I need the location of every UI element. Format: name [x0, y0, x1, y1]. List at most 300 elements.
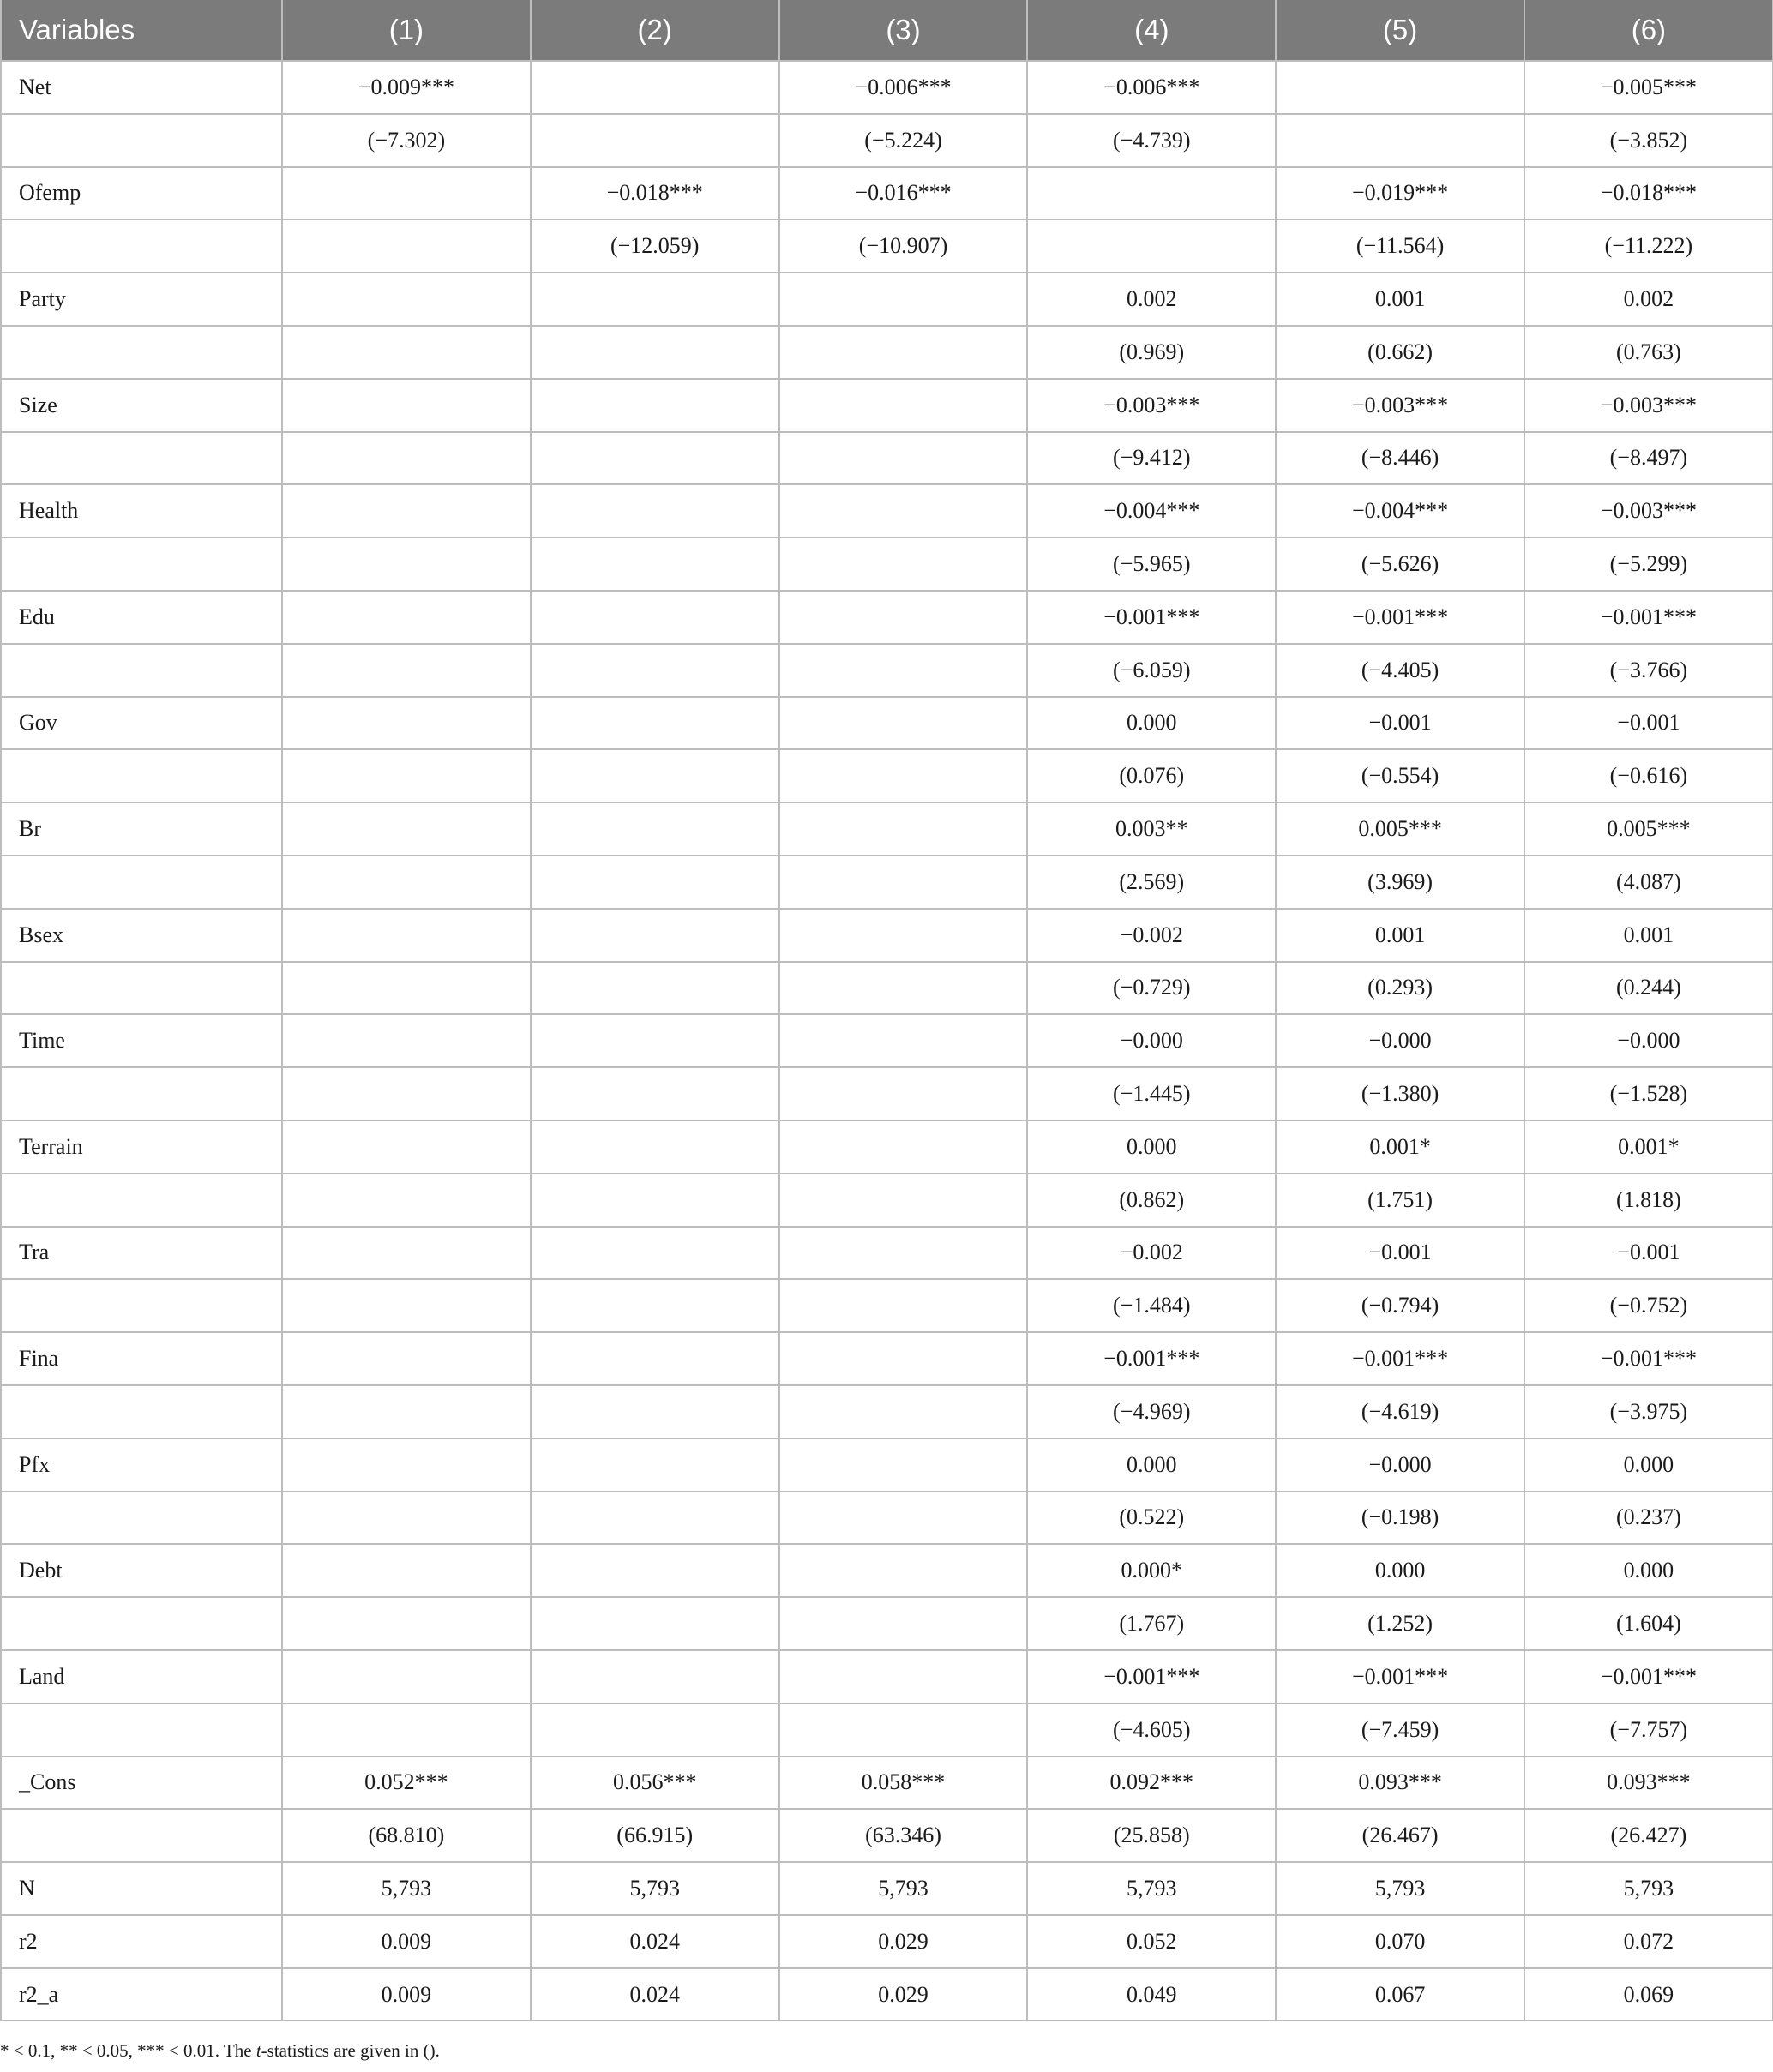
value-cell-model-3: 5,793	[779, 1862, 1028, 1915]
value-cell-model-4: 0.002	[1027, 273, 1276, 326]
table-row-tstat	[1, 219, 1773, 273]
variable-name-cell	[1, 1809, 282, 1862]
value-cell-model-3	[779, 909, 1028, 962]
value-cell-model-4: (0.862)	[1027, 1174, 1276, 1227]
value-cell-model-6: 0.005***	[1524, 802, 1773, 856]
value-cell-model-6: (−0.616)	[1524, 749, 1773, 802]
value-cell-model-4: 0.003**	[1027, 802, 1276, 856]
value-cell-model-5: (0.293)	[1276, 962, 1524, 1015]
value-cell-model-3: (−5.224)	[779, 114, 1028, 167]
variable-name-cell	[1, 1067, 282, 1120]
value-cell-model-5: −0.001	[1276, 1227, 1524, 1280]
value-cell-model-2	[531, 379, 779, 432]
value-cell-model-5: (−8.446)	[1276, 432, 1524, 485]
table-row-coefficient	[1, 1438, 1773, 1492]
value-cell-model-5: −0.019***	[1276, 167, 1524, 220]
value-cell-model-5	[1276, 114, 1524, 167]
value-cell-model-4: (−0.729)	[1027, 962, 1276, 1015]
header-cell-model-2: (2)	[531, 0, 779, 61]
value-cell-model-5: −0.001***	[1276, 1332, 1524, 1385]
value-cell-model-3	[779, 432, 1028, 485]
value-cell-model-2: (66.915)	[531, 1809, 779, 1862]
variable-name-cell: Debt	[1, 1544, 282, 1597]
value-cell-model-5: 0.001*	[1276, 1120, 1524, 1174]
variable-name-cell: r2	[1, 1915, 282, 1968]
value-cell-model-4: (0.969)	[1027, 326, 1276, 379]
value-cell-model-2	[531, 326, 779, 379]
value-cell-model-3	[779, 379, 1028, 432]
table-row-coefficient	[1, 1544, 1773, 1597]
value-cell-model-2	[531, 962, 779, 1015]
value-cell-model-1: 0.009	[282, 1968, 531, 2021]
table-row-coefficient	[1, 1968, 1773, 2021]
value-cell-model-1	[282, 1597, 531, 1650]
value-cell-model-3	[779, 326, 1028, 379]
value-cell-model-6: 0.069	[1524, 1968, 1773, 2021]
table-row-tstat	[1, 1385, 1773, 1438]
table-row-coefficient	[1, 167, 1773, 220]
value-cell-model-4: (−1.484)	[1027, 1279, 1276, 1332]
value-cell-model-5: −0.001	[1276, 697, 1524, 750]
value-cell-model-5: (−4.405)	[1276, 644, 1524, 697]
value-cell-model-3	[779, 1438, 1028, 1492]
value-cell-model-5: (−0.554)	[1276, 749, 1524, 802]
value-cell-model-4: −0.002	[1027, 909, 1276, 962]
value-cell-model-2	[531, 1067, 779, 1120]
variable-name-cell	[1, 1174, 282, 1227]
header-cell-model-5: (5)	[1276, 0, 1524, 61]
value-cell-model-5: 0.005***	[1276, 802, 1524, 856]
value-cell-model-3	[779, 1597, 1028, 1650]
value-cell-model-1: 0.052***	[282, 1757, 531, 1810]
value-cell-model-1	[282, 1385, 531, 1438]
value-cell-model-4	[1027, 219, 1276, 273]
value-cell-model-1	[282, 484, 531, 538]
variable-name-cell	[1, 432, 282, 485]
value-cell-model-1	[282, 1227, 531, 1280]
value-cell-model-2	[531, 1544, 779, 1597]
value-cell-model-3	[779, 1120, 1028, 1174]
value-cell-model-5: (1.751)	[1276, 1174, 1524, 1227]
table-row-coefficient	[1, 273, 1773, 326]
value-cell-model-5: −0.000	[1276, 1014, 1524, 1067]
table-row-tstat	[1, 538, 1773, 591]
value-cell-model-6: 5,793	[1524, 1862, 1773, 1915]
value-cell-model-4: (1.767)	[1027, 1597, 1276, 1650]
value-cell-model-6: (−5.299)	[1524, 538, 1773, 591]
value-cell-model-4: 0.000*	[1027, 1544, 1276, 1597]
table-row-tstat	[1, 856, 1773, 909]
value-cell-model-2	[531, 802, 779, 856]
value-cell-model-2	[531, 749, 779, 802]
value-cell-model-2	[531, 1332, 779, 1385]
value-cell-model-2	[531, 1597, 779, 1650]
value-cell-model-3	[779, 644, 1028, 697]
value-cell-model-2: 0.024	[531, 1968, 779, 2021]
value-cell-model-5: (3.969)	[1276, 856, 1524, 909]
value-cell-model-6: (−1.528)	[1524, 1067, 1773, 1120]
value-cell-model-6: 0.001*	[1524, 1120, 1773, 1174]
table-row-coefficient	[1, 1650, 1773, 1703]
variable-name-cell	[1, 1492, 282, 1545]
value-cell-model-2	[531, 1279, 779, 1332]
value-cell-model-6: (0.237)	[1524, 1492, 1773, 1545]
value-cell-model-3	[779, 273, 1028, 326]
value-cell-model-5: 0.067	[1276, 1968, 1524, 2021]
table-row-tstat	[1, 326, 1773, 379]
value-cell-model-6: (26.427)	[1524, 1809, 1773, 1862]
variable-name-cell: Gov	[1, 697, 282, 750]
value-cell-model-1	[282, 219, 531, 273]
variable-name-cell: Land	[1, 1650, 282, 1703]
value-cell-model-3	[779, 856, 1028, 909]
value-cell-model-1	[282, 1438, 531, 1492]
value-cell-model-1: −0.009***	[282, 61, 531, 114]
header-cell-variables: Variables	[1, 0, 282, 61]
value-cell-model-2	[531, 1385, 779, 1438]
variable-name-cell: Ofemp	[1, 167, 282, 220]
value-cell-model-4: 0.092***	[1027, 1757, 1276, 1810]
value-cell-model-1	[282, 1544, 531, 1597]
value-cell-model-2	[531, 61, 779, 114]
variable-name-cell: Pfx	[1, 1438, 282, 1492]
value-cell-model-6: −0.001***	[1524, 591, 1773, 644]
value-cell-model-6: (−8.497)	[1524, 432, 1773, 485]
value-cell-model-6: (4.087)	[1524, 856, 1773, 909]
value-cell-model-3	[779, 1174, 1028, 1227]
value-cell-model-2: 5,793	[531, 1862, 779, 1915]
value-cell-model-5: (−4.619)	[1276, 1385, 1524, 1438]
value-cell-model-3	[779, 1227, 1028, 1280]
value-cell-model-5: 0.000	[1276, 1544, 1524, 1597]
variable-name-cell: Health	[1, 484, 282, 538]
value-cell-model-3	[779, 1492, 1028, 1545]
value-cell-model-3	[779, 697, 1028, 750]
value-cell-model-1	[282, 1067, 531, 1120]
variable-name-cell: Terrain	[1, 1120, 282, 1174]
value-cell-model-1	[282, 326, 531, 379]
value-cell-model-5: 0.093***	[1276, 1757, 1524, 1810]
value-cell-model-3	[779, 1014, 1028, 1067]
value-cell-model-6: 0.000	[1524, 1438, 1773, 1492]
value-cell-model-1	[282, 909, 531, 962]
variable-name-cell: r2_a	[1, 1968, 282, 2021]
value-cell-model-3	[779, 1067, 1028, 1120]
value-cell-model-4: (−4.605)	[1027, 1703, 1276, 1757]
table-row-coefficient	[1, 484, 1773, 538]
value-cell-model-2: 0.024	[531, 1915, 779, 1968]
value-cell-model-4: 0.049	[1027, 1968, 1276, 2021]
table-body	[1, 61, 1773, 2021]
value-cell-model-4: (−9.412)	[1027, 432, 1276, 485]
value-cell-model-3	[779, 802, 1028, 856]
value-cell-model-5: 5,793	[1276, 1862, 1524, 1915]
value-cell-model-1	[282, 1332, 531, 1385]
value-cell-model-1	[282, 856, 531, 909]
value-cell-model-2: (−12.059)	[531, 219, 779, 273]
variable-name-cell: Edu	[1, 591, 282, 644]
value-cell-model-1	[282, 379, 531, 432]
value-cell-model-4: (0.522)	[1027, 1492, 1276, 1545]
variable-name-cell: Net	[1, 61, 282, 114]
value-cell-model-2	[531, 1174, 779, 1227]
variable-name-cell	[1, 1597, 282, 1650]
value-cell-model-3: 0.058***	[779, 1757, 1028, 1810]
value-cell-model-6: −0.000	[1524, 1014, 1773, 1067]
value-cell-model-2	[531, 538, 779, 591]
value-cell-model-1	[282, 1174, 531, 1227]
value-cell-model-5: 0.001	[1276, 909, 1524, 962]
header-cell-model-6: (6)	[1524, 0, 1773, 61]
value-cell-model-5: (−0.794)	[1276, 1279, 1524, 1332]
header-cell-model-4: (4)	[1027, 0, 1276, 61]
variable-name-cell: Fina	[1, 1332, 282, 1385]
value-cell-model-6: (0.763)	[1524, 326, 1773, 379]
value-cell-model-6: (−3.975)	[1524, 1385, 1773, 1438]
variable-name-cell	[1, 856, 282, 909]
value-cell-model-4: −0.002	[1027, 1227, 1276, 1280]
value-cell-model-5: −0.003***	[1276, 379, 1524, 432]
table-row-tstat	[1, 114, 1773, 167]
value-cell-model-5: (−1.380)	[1276, 1067, 1524, 1120]
value-cell-model-1	[282, 1014, 531, 1067]
table-row-tstat	[1, 1492, 1773, 1545]
value-cell-model-2	[531, 1120, 779, 1174]
value-cell-model-1: (68.810)	[282, 1809, 531, 1862]
value-cell-model-1	[282, 1492, 531, 1545]
value-cell-model-2	[531, 1014, 779, 1067]
value-cell-model-2	[531, 1227, 779, 1280]
variable-name-cell	[1, 962, 282, 1015]
value-cell-model-6: −0.001	[1524, 1227, 1773, 1280]
variable-name-cell: Bsex	[1, 909, 282, 962]
value-cell-model-1	[282, 749, 531, 802]
value-cell-model-5: −0.001***	[1276, 1650, 1524, 1703]
value-cell-model-2	[531, 1492, 779, 1545]
value-cell-model-4: (−4.739)	[1027, 114, 1276, 167]
value-cell-model-1	[282, 1703, 531, 1757]
variable-name-cell: Size	[1, 379, 282, 432]
table-row-coefficient	[1, 1120, 1773, 1174]
value-cell-model-4: −0.006***	[1027, 61, 1276, 114]
variable-name-cell	[1, 1703, 282, 1757]
table-row-tstat	[1, 1174, 1773, 1227]
table-row-tstat	[1, 1067, 1773, 1120]
table-row-tstat	[1, 432, 1773, 485]
table-row-coefficient	[1, 61, 1773, 114]
value-cell-model-6: −0.003***	[1524, 484, 1773, 538]
table-row-coefficient	[1, 1227, 1773, 1280]
value-cell-model-1	[282, 802, 531, 856]
value-cell-model-6: 0.001	[1524, 909, 1773, 962]
value-cell-model-6: (−11.222)	[1524, 219, 1773, 273]
value-cell-model-4: −0.000	[1027, 1014, 1276, 1067]
value-cell-model-4: 0.000	[1027, 1438, 1276, 1492]
value-cell-model-2: 0.056***	[531, 1757, 779, 1810]
value-cell-model-4: −0.001***	[1027, 1332, 1276, 1385]
variable-name-cell	[1, 114, 282, 167]
value-cell-model-2	[531, 1703, 779, 1757]
value-cell-model-6: 0.093***	[1524, 1757, 1773, 1810]
value-cell-model-1	[282, 591, 531, 644]
value-cell-model-1: (−7.302)	[282, 114, 531, 167]
value-cell-model-3	[779, 749, 1028, 802]
value-cell-model-1	[282, 538, 531, 591]
value-cell-model-6: (0.244)	[1524, 962, 1773, 1015]
value-cell-model-1	[282, 697, 531, 750]
variable-name-cell	[1, 219, 282, 273]
value-cell-model-4: (−5.965)	[1027, 538, 1276, 591]
value-cell-model-3	[779, 962, 1028, 1015]
value-cell-model-1	[282, 644, 531, 697]
table-row-coefficient	[1, 1862, 1773, 1915]
table-row-coefficient	[1, 591, 1773, 644]
footnote-italic-t: t	[255, 2040, 261, 2061]
value-cell-model-1	[282, 167, 531, 220]
value-cell-model-2	[531, 909, 779, 962]
value-cell-model-5: 0.001	[1276, 273, 1524, 326]
value-cell-model-5: −0.001***	[1276, 591, 1524, 644]
value-cell-model-4: 0.000	[1027, 1120, 1276, 1174]
header-row	[1, 0, 1773, 61]
value-cell-model-4: (−6.059)	[1027, 644, 1276, 697]
value-cell-model-5	[1276, 61, 1524, 114]
value-cell-model-6: −0.001***	[1524, 1650, 1773, 1703]
value-cell-model-3	[779, 1385, 1028, 1438]
table-row-coefficient	[1, 1757, 1773, 1810]
table-row-coefficient	[1, 697, 1773, 750]
table-row-tstat	[1, 749, 1773, 802]
footnote-text-start: * < 0.1, ** < 0.05, *** < 0.01. The	[0, 2040, 256, 2061]
value-cell-model-1	[282, 1120, 531, 1174]
value-cell-model-6: (−3.766)	[1524, 644, 1773, 697]
table-row-coefficient	[1, 802, 1773, 856]
value-cell-model-4: (2.569)	[1027, 856, 1276, 909]
variable-name-cell: Br	[1, 802, 282, 856]
value-cell-model-6: (1.604)	[1524, 1597, 1773, 1650]
variable-name-cell: Time	[1, 1014, 282, 1067]
table-row-tstat	[1, 962, 1773, 1015]
table-row-coefficient	[1, 909, 1773, 962]
variable-name-cell	[1, 749, 282, 802]
table-row-tstat	[1, 1279, 1773, 1332]
table-row-coefficient	[1, 379, 1773, 432]
value-cell-model-1: 0.009	[282, 1915, 531, 1968]
value-cell-model-1	[282, 962, 531, 1015]
value-cell-model-2	[531, 644, 779, 697]
value-cell-model-6: (−0.752)	[1524, 1279, 1773, 1332]
value-cell-model-3	[779, 1332, 1028, 1385]
value-cell-model-1: 5,793	[282, 1862, 531, 1915]
value-cell-model-1	[282, 1650, 531, 1703]
value-cell-model-2	[531, 856, 779, 909]
value-cell-model-3: (63.346)	[779, 1809, 1028, 1862]
value-cell-model-5: (−7.459)	[1276, 1703, 1524, 1757]
value-cell-model-3	[779, 591, 1028, 644]
value-cell-model-2	[531, 484, 779, 538]
value-cell-model-5: (1.252)	[1276, 1597, 1524, 1650]
value-cell-model-4: (25.858)	[1027, 1809, 1276, 1862]
value-cell-model-1	[282, 432, 531, 485]
table-row-coefficient	[1, 1014, 1773, 1067]
variable-name-cell: N	[1, 1862, 282, 1915]
value-cell-model-6: (−3.852)	[1524, 114, 1773, 167]
value-cell-model-2	[531, 697, 779, 750]
value-cell-model-3: −0.016***	[779, 167, 1028, 220]
value-cell-model-6: (1.818)	[1524, 1174, 1773, 1227]
value-cell-model-4: −0.004***	[1027, 484, 1276, 538]
table-row-tstat	[1, 644, 1773, 697]
value-cell-model-3: 0.029	[779, 1968, 1028, 2021]
value-cell-model-4: 0.000	[1027, 697, 1276, 750]
value-cell-model-6: −0.003***	[1524, 379, 1773, 432]
value-cell-model-6: 0.000	[1524, 1544, 1773, 1597]
value-cell-model-3	[779, 538, 1028, 591]
value-cell-model-1	[282, 273, 531, 326]
footnote-text-end: -statistics are given in ().	[261, 2040, 440, 2061]
value-cell-model-2	[531, 114, 779, 167]
value-cell-model-2: −0.018***	[531, 167, 779, 220]
table-row-tstat	[1, 1809, 1773, 1862]
value-cell-model-2	[531, 591, 779, 644]
value-cell-model-5: 0.070	[1276, 1915, 1524, 1968]
value-cell-model-4	[1027, 167, 1276, 220]
value-cell-model-2	[531, 1438, 779, 1492]
variable-name-cell	[1, 1385, 282, 1438]
value-cell-model-3	[779, 484, 1028, 538]
value-cell-model-6: 0.072	[1524, 1915, 1773, 1968]
variable-name-cell: Tra	[1, 1227, 282, 1280]
value-cell-model-3	[779, 1650, 1028, 1703]
table-row-coefficient	[1, 1332, 1773, 1385]
variable-name-cell	[1, 326, 282, 379]
value-cell-model-5: −0.004***	[1276, 484, 1524, 538]
value-cell-model-5: (−5.626)	[1276, 538, 1524, 591]
value-cell-model-3: −0.006***	[779, 61, 1028, 114]
value-cell-model-5: (0.662)	[1276, 326, 1524, 379]
value-cell-model-1	[282, 1279, 531, 1332]
header-cell-model-1: (1)	[282, 0, 531, 61]
table-row-coefficient	[1, 1915, 1773, 1968]
value-cell-model-4: −0.001***	[1027, 1650, 1276, 1703]
variable-name-cell	[1, 1279, 282, 1332]
value-cell-model-5: (26.467)	[1276, 1809, 1524, 1862]
variable-name-cell	[1, 644, 282, 697]
table-row-tstat	[1, 1703, 1773, 1757]
value-cell-model-4: (−4.969)	[1027, 1385, 1276, 1438]
variable-name-cell: _Cons	[1, 1757, 282, 1810]
value-cell-model-2	[531, 432, 779, 485]
value-cell-model-4: −0.001***	[1027, 591, 1276, 644]
value-cell-model-5: −0.000	[1276, 1438, 1524, 1492]
value-cell-model-5: (−11.564)	[1276, 219, 1524, 273]
value-cell-model-5: (−0.198)	[1276, 1492, 1524, 1545]
variable-name-cell: Party	[1, 273, 282, 326]
value-cell-model-4: −0.003***	[1027, 379, 1276, 432]
variable-name-cell	[1, 538, 282, 591]
header-cell-model-3: (3)	[779, 0, 1028, 61]
table-footnote	[0, 2040, 440, 2062]
value-cell-model-6: (−7.757)	[1524, 1703, 1773, 1757]
value-cell-model-6: −0.001	[1524, 697, 1773, 750]
value-cell-model-4: 0.052	[1027, 1915, 1276, 1968]
value-cell-model-4: 5,793	[1027, 1862, 1276, 1915]
value-cell-model-3: 0.029	[779, 1915, 1028, 1968]
value-cell-model-4: (0.076)	[1027, 749, 1276, 802]
value-cell-model-2	[531, 1650, 779, 1703]
value-cell-model-3	[779, 1544, 1028, 1597]
value-cell-model-6: −0.001***	[1524, 1332, 1773, 1385]
